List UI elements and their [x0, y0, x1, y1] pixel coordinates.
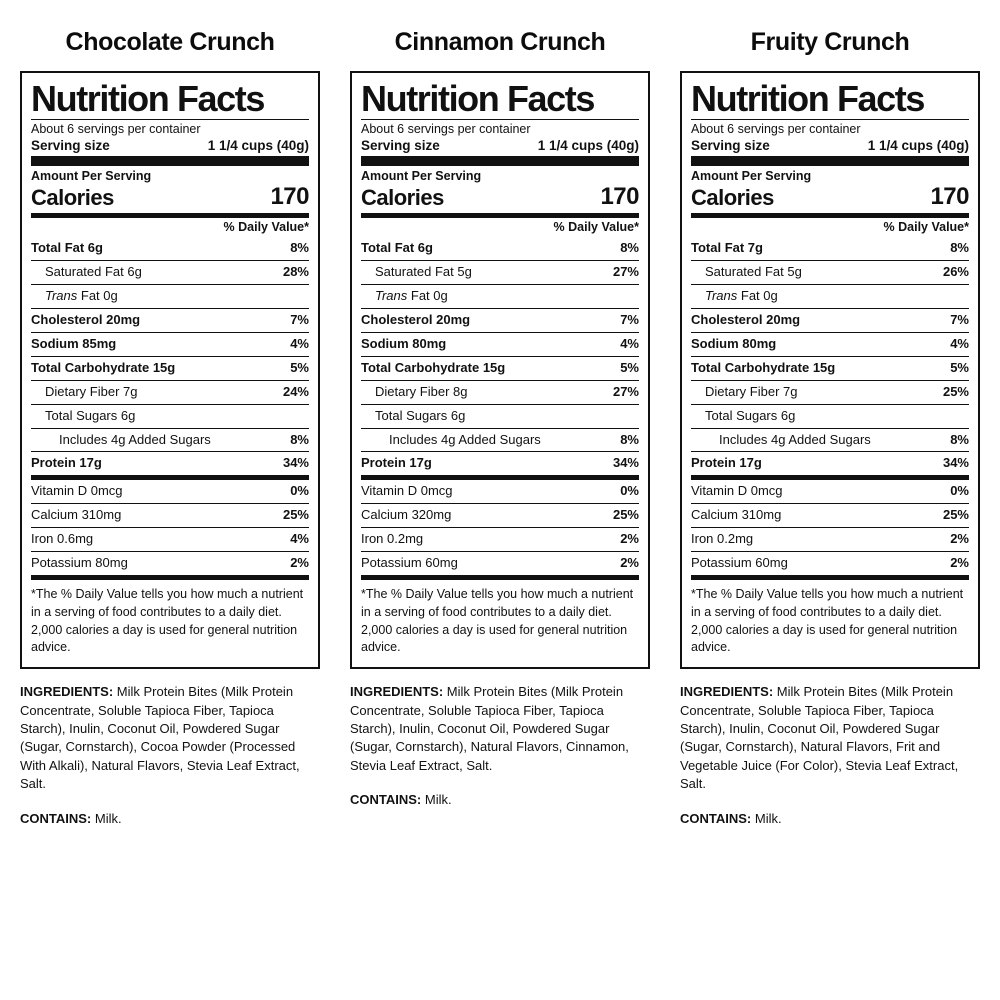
- vitamin-daily-value: 2%: [950, 555, 969, 571]
- vitamin-daily-value: 2%: [620, 531, 639, 547]
- nutrition-label-column: [20, 24, 320, 828]
- nutrient-daily-value: 4%: [620, 335, 639, 351]
- vitamin-name: Potassium 60mg: [361, 555, 458, 571]
- nutrient-name-italic: Trans: [375, 287, 408, 303]
- nutrition-label-column: [350, 24, 650, 810]
- nutrient-row: [361, 308, 639, 332]
- nutrient-name: Saturated Fat 6g: [45, 263, 142, 279]
- amount-per-serving-label: Amount Per Serving: [691, 169, 812, 183]
- nutrient-name: Trans Fat 0g: [375, 287, 448, 303]
- nutrient-row: [31, 380, 309, 404]
- nutrient-name: Total Fat 6g: [31, 240, 103, 255]
- calories-row: [31, 183, 309, 213]
- nutrient-name: Total Sugars 6g: [375, 407, 466, 423]
- nutrient-name: Total Sugars 6g: [45, 407, 136, 423]
- nutrient-row: [691, 428, 969, 452]
- nutrition-label-column: [680, 24, 980, 828]
- nutrient-row: [691, 260, 969, 284]
- product-title: Fruity Crunch: [750, 28, 910, 56]
- vitamin-row: [31, 527, 309, 551]
- nutrient-row: [361, 284, 639, 308]
- nutrient-name: Protein 17g: [361, 455, 432, 471]
- ingredients-block: [680, 683, 980, 794]
- vitamin-name: Potassium 60mg: [691, 555, 788, 571]
- nutrient-daily-value: 7%: [290, 311, 309, 327]
- vitamin-row: [361, 503, 639, 527]
- servings-per-container: About 6 servings per container: [361, 122, 531, 136]
- amount-per-serving-label: Amount Per Serving: [31, 169, 152, 183]
- vitamin-list-2: [691, 480, 969, 575]
- nutrient-row: [361, 380, 639, 404]
- nutrient-row: [691, 380, 969, 404]
- vitamin-row: [361, 551, 639, 575]
- servings-per-container: About 6 servings per container: [691, 122, 861, 136]
- nutrition-facts-panel: [680, 71, 980, 669]
- nutrient-daily-value: 26%: [942, 263, 969, 279]
- nutrient-row: [31, 404, 309, 428]
- daily-value-header: % Daily Value*: [223, 220, 309, 234]
- daily-value-footnote: *The % Daily Value tells you how much a nutrient in a serving of food contributes to a daily diet. 2,000 calories a day is used for general nutrition advice.: [31, 575, 309, 659]
- vitamin-list-0: [31, 480, 309, 575]
- label-columns: [20, 24, 980, 828]
- daily-value-footnote: *The % Daily Value tells you how much a nutrient in a serving of food contributes to a daily diet. 2,000 calories a day is used for general nutrition advice.: [691, 575, 969, 659]
- vitamin-row: [691, 480, 969, 503]
- vitamin-daily-value: 0%: [290, 483, 309, 499]
- vitamin-name: Calcium 310mg: [691, 507, 782, 523]
- nutrient-row: [691, 356, 969, 380]
- nutrient-row: [361, 332, 639, 356]
- nutrient-daily-value: 7%: [620, 311, 639, 327]
- vitamin-daily-value: 2%: [950, 531, 969, 547]
- nutrient-name: Cholesterol 20mg: [691, 311, 801, 327]
- nutrition-facts-heading: Nutrition Facts: [691, 78, 925, 119]
- contains-text: Milk.: [421, 792, 452, 808]
- nutrient-name: Includes 4g Added Sugars: [389, 431, 541, 447]
- vitamin-row: [691, 551, 969, 575]
- nutrient-name: Dietary Fiber 8g: [375, 383, 468, 399]
- nutrient-row: [691, 404, 969, 428]
- nutrient-daily-value: 7%: [950, 311, 969, 327]
- serving-size-label: Serving size: [691, 138, 770, 153]
- nutrient-row: [691, 237, 969, 260]
- nutrient-daily-value: 5%: [290, 359, 309, 375]
- nutrient-daily-value: 8%: [290, 431, 309, 447]
- nutrient-row: [31, 451, 309, 475]
- calories-value: 170: [270, 183, 309, 210]
- nutrient-row: [361, 451, 639, 475]
- nutrient-daily-value: 25%: [942, 383, 969, 399]
- nutrient-daily-value: 4%: [290, 335, 309, 351]
- nutrient-row: [361, 260, 639, 284]
- vitamin-daily-value: 0%: [950, 483, 969, 499]
- nutrient-row: [31, 260, 309, 284]
- nutrient-row: [361, 237, 639, 260]
- nutrient-name: Total Fat 7g: [691, 240, 763, 255]
- nutrition-facts-heading: Nutrition Facts: [361, 78, 595, 119]
- serving-size-value: 1 1/4 cups (40g): [537, 138, 639, 153]
- nutrient-list-0: [31, 237, 309, 475]
- nutrient-daily-value: 34%: [942, 455, 969, 471]
- nutrient-name: Sodium 80mg: [691, 335, 777, 351]
- nutrition-facts-panel: [350, 71, 650, 669]
- vitamin-name: Vitamin D 0mcg: [691, 483, 783, 499]
- nutrient-daily-value: 8%: [950, 240, 969, 255]
- serving-size-value: 1 1/4 cups (40g): [867, 138, 969, 153]
- nutrition-facts-panel: [20, 71, 320, 669]
- nutrient-name: Trans Fat 0g: [45, 287, 118, 303]
- nutrient-name: Total Carbohydrate 15g: [691, 359, 836, 375]
- nutrient-name: Protein 17g: [691, 455, 762, 471]
- ingredients-label: INGREDIENTS:: [20, 684, 114, 700]
- contains-label: CONTAINS:: [350, 792, 422, 808]
- nutrient-row: [691, 308, 969, 332]
- serving-size-value: 1 1/4 cups (40g): [207, 138, 309, 153]
- nutrition-facts-heading: Nutrition Facts: [31, 78, 265, 119]
- nutrient-name-italic: Trans: [705, 287, 738, 303]
- calories-value: 170: [600, 183, 639, 210]
- nutrient-row: [31, 284, 309, 308]
- contains-block: [680, 810, 980, 828]
- contains-text: Milk.: [91, 810, 122, 826]
- vitamin-name: Iron 0.2mg: [691, 531, 754, 547]
- nutrient-daily-value: 34%: [282, 455, 309, 471]
- nutrient-daily-value: 27%: [612, 383, 639, 399]
- nutrient-daily-value: 28%: [282, 263, 309, 279]
- vitamin-name: Vitamin D 0mcg: [31, 483, 123, 499]
- ingredients-text: Milk Protein Bites (Milk Protein Concentrate, Soluble Tapioca Fiber, Tapioca Starch), Inulin, Coconut Oil, Powdered Sugar (Sugar, Cornstarch), Cocoa Powder (Processed With Alkali), Natural Flavors, Stevia Leaf Extract, Salt.: [20, 684, 300, 792]
- nutrient-daily-value: 24%: [282, 383, 309, 399]
- nutrient-name: Total Sugars 6g: [705, 407, 796, 423]
- vitamin-name: Vitamin D 0mcg: [361, 483, 453, 499]
- nutrient-name: Cholesterol 20mg: [361, 311, 471, 327]
- vitamin-daily-value: 2%: [620, 555, 639, 571]
- vitamin-daily-value: 25%: [612, 507, 639, 523]
- nutrient-row: [691, 284, 969, 308]
- amount-per-serving-label: Amount Per Serving: [361, 169, 482, 183]
- vitamin-daily-value: 4%: [290, 531, 309, 547]
- vitamin-name: Potassium 80mg: [31, 555, 128, 571]
- nutrient-name: Dietary Fiber 7g: [45, 383, 138, 399]
- ingredients-block: [350, 683, 650, 775]
- vitamin-row: [691, 503, 969, 527]
- serving-size-row: [361, 137, 639, 156]
- nutrient-daily-value: 8%: [620, 431, 639, 447]
- nutrient-row: [691, 451, 969, 475]
- daily-value-header: % Daily Value*: [553, 220, 639, 234]
- serving-size-label: Serving size: [31, 138, 110, 153]
- nutrient-row: [691, 332, 969, 356]
- nutrient-name: Cholesterol 20mg: [31, 311, 141, 327]
- daily-value-header: % Daily Value*: [883, 220, 969, 234]
- vitamin-list-1: [361, 480, 639, 575]
- vitamin-name: Calcium 310mg: [31, 507, 122, 523]
- nutrient-name: Sodium 85mg: [31, 335, 117, 351]
- nutrient-name: Total Carbohydrate 15g: [361, 359, 506, 375]
- nutrient-daily-value: 8%: [290, 240, 309, 255]
- contains-label: CONTAINS:: [680, 810, 752, 826]
- nutrient-row: [31, 428, 309, 452]
- nutrient-row: [31, 356, 309, 380]
- nutrient-name: Saturated Fat 5g: [375, 263, 472, 279]
- contains-label: CONTAINS:: [20, 810, 92, 826]
- calories-label: Calories: [361, 185, 444, 210]
- nutrient-daily-value: 34%: [612, 455, 639, 471]
- vitamin-row: [31, 503, 309, 527]
- nutrient-daily-value: 4%: [950, 335, 969, 351]
- servings-per-container: About 6 servings per container: [31, 122, 201, 136]
- product-title: Chocolate Crunch: [65, 28, 275, 56]
- nutrient-list-1: [361, 237, 639, 475]
- ingredients-block: [20, 683, 320, 794]
- contains-block: [350, 791, 650, 809]
- vitamin-daily-value: 25%: [282, 507, 309, 523]
- daily-value-footnote: *The % Daily Value tells you how much a nutrient in a serving of food contributes to a daily diet. 2,000 calories a day is used for general nutrition advice.: [361, 575, 639, 659]
- nutrient-row: [31, 332, 309, 356]
- calories-row: [361, 183, 639, 213]
- nutrient-name-italic: Trans: [45, 287, 78, 303]
- nutrient-name: Total Carbohydrate 15g: [31, 359, 176, 375]
- ingredients-text: Milk Protein Bites (Milk Protein Concentrate, Soluble Tapioca Fiber, Tapioca Starch), Inulin, Coconut Oil, Powdered Sugar (Sugar, Cornstarch), Natural Flavors, Frit and Vegetable Juice (For Color), Stevia Leaf Extract, Salt.: [680, 684, 959, 792]
- serving-size-label: Serving size: [361, 138, 440, 153]
- nutrient-name: Includes 4g Added Sugars: [59, 431, 211, 447]
- nutrient-name: Includes 4g Added Sugars: [719, 431, 871, 447]
- nutrient-name: Dietary Fiber 7g: [705, 383, 798, 399]
- nutrient-daily-value: 8%: [620, 240, 639, 255]
- ingredients-text: Milk Protein Bites (Milk Protein Concentrate, Soluble Tapioca Fiber, Tapioca Starch), Inulin, Coconut Oil, Powdered Sugar (Sugar, Cornstarch), Natural Flavors, Cinnamon, Stevia Leaf Extract, Salt.: [350, 684, 629, 773]
- nutrient-row: [361, 428, 639, 452]
- vitamin-daily-value: 2%: [290, 555, 309, 571]
- contains-block: [20, 810, 320, 828]
- vitamin-row: [691, 527, 969, 551]
- nutrient-name: Saturated Fat 5g: [705, 263, 802, 279]
- nutrient-row: [361, 356, 639, 380]
- nutrient-name: Trans Fat 0g: [705, 287, 778, 303]
- nutrient-row: [31, 237, 309, 260]
- nutrient-daily-value: 5%: [950, 359, 969, 375]
- vitamin-daily-value: 25%: [942, 507, 969, 523]
- vitamin-row: [361, 527, 639, 551]
- contains-text: Milk.: [751, 810, 782, 826]
- vitamin-row: [31, 551, 309, 575]
- vitamin-row: [361, 480, 639, 503]
- vitamin-daily-value: 0%: [620, 483, 639, 499]
- nutrient-row: [31, 308, 309, 332]
- calories-value: 170: [930, 183, 969, 210]
- nutrient-row: [361, 404, 639, 428]
- nutrient-daily-value: 27%: [612, 263, 639, 279]
- vitamin-name: Iron 0.2mg: [361, 531, 424, 547]
- nutrient-name: Total Fat 6g: [361, 240, 433, 255]
- serving-size-row: [691, 137, 969, 156]
- nutrient-name: Protein 17g: [31, 455, 102, 471]
- calories-label: Calories: [691, 185, 774, 210]
- product-title: Cinnamon Crunch: [394, 28, 606, 56]
- serving-size-row: [31, 137, 309, 156]
- calories-label: Calories: [31, 185, 114, 210]
- vitamin-row: [31, 480, 309, 503]
- calories-row: [691, 183, 969, 213]
- vitamin-name: Iron 0.6mg: [31, 531, 94, 547]
- nutrient-daily-value: 8%: [950, 431, 969, 447]
- ingredients-label: INGREDIENTS:: [350, 684, 444, 700]
- nutrient-name: Sodium 80mg: [361, 335, 447, 351]
- nutrient-list-2: [691, 237, 969, 475]
- vitamin-name: Calcium 320mg: [361, 507, 452, 523]
- ingredients-label: INGREDIENTS:: [680, 684, 774, 700]
- nutrient-daily-value: 5%: [620, 359, 639, 375]
